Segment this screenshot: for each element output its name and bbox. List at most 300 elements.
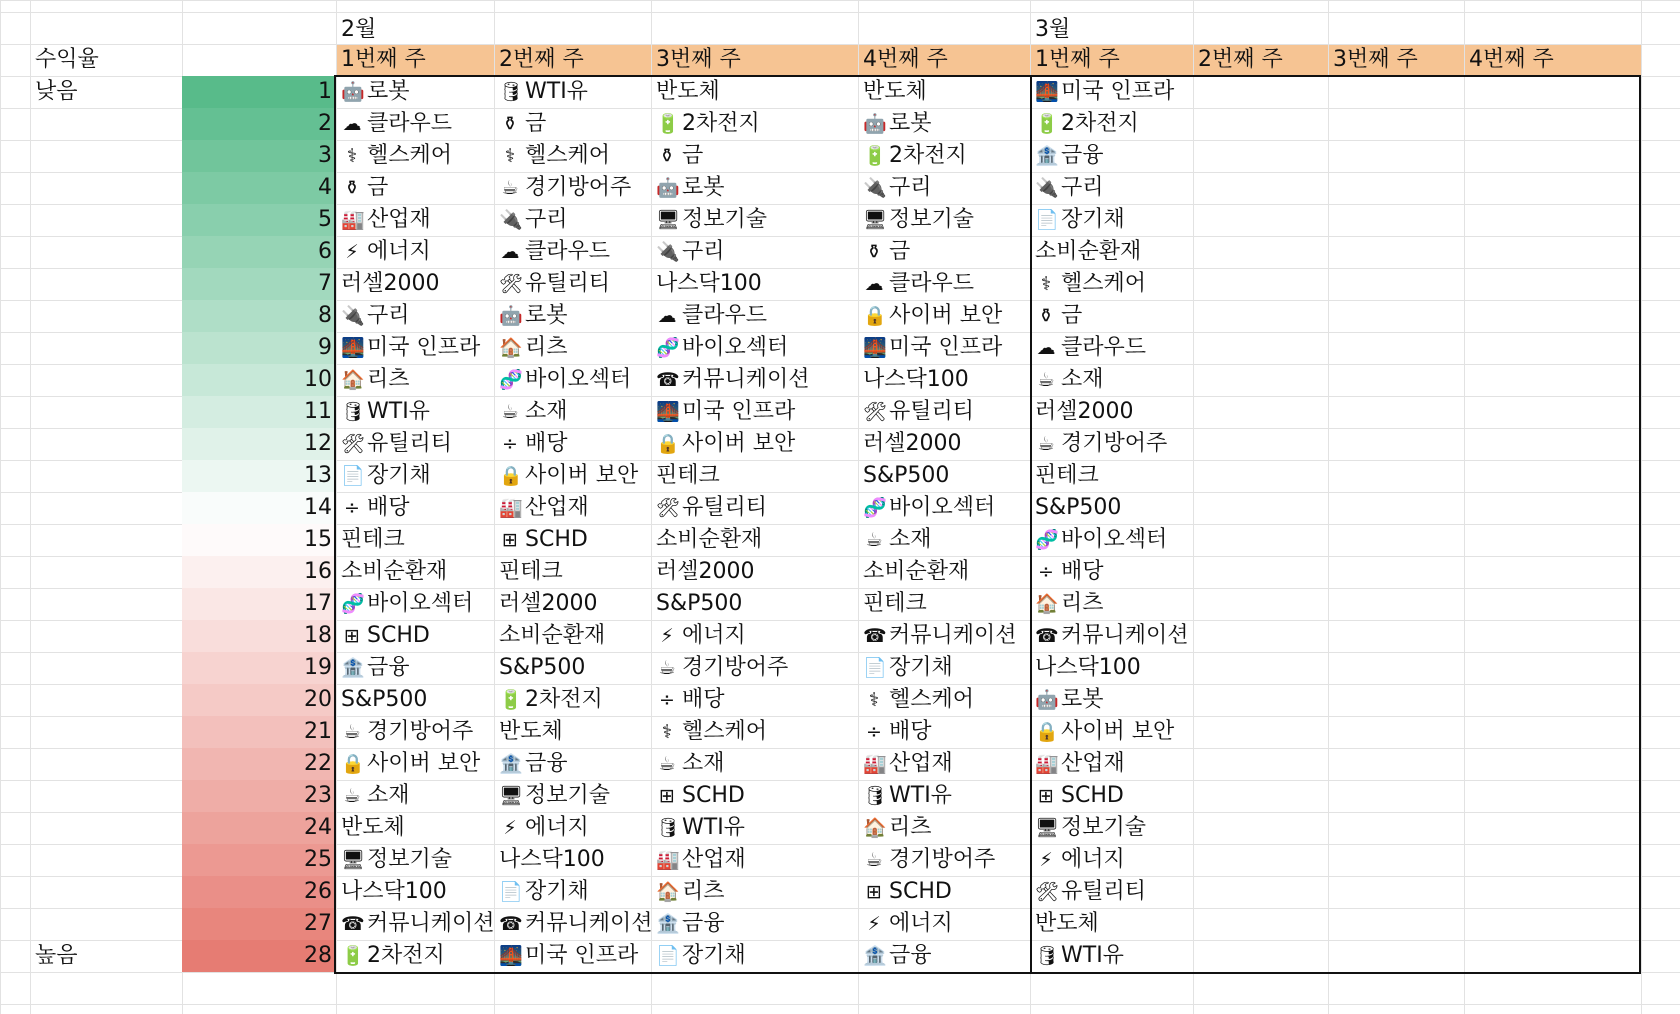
asset-label: 배당	[682, 687, 725, 712]
asset-label: 리츠	[367, 367, 410, 392]
asset-cell[interactable]	[494, 620, 651, 652]
week-header-cell[interactable]: 1번째 주	[1035, 47, 1120, 72]
bank-icon: 🏦	[863, 945, 887, 967]
asset-label: 헬스케어	[367, 143, 453, 168]
rank-cell[interactable]: 17	[182, 588, 336, 620]
asset-cell[interactable]	[494, 364, 651, 396]
rank-cell[interactable]: 25	[182, 844, 336, 876]
asset-cell[interactable]	[494, 396, 651, 428]
asset-cell[interactable]	[651, 748, 858, 780]
asset-cell[interactable]	[494, 108, 651, 140]
asset-cell[interactable]	[858, 748, 1030, 780]
asset-label: 반도체	[1035, 911, 1099, 936]
col-gridline	[0, 0, 1, 1014]
plug-icon: 🔌	[499, 209, 523, 231]
asset-cell[interactable]	[336, 684, 494, 716]
asset-cell[interactable]	[858, 684, 1030, 716]
asset-cell[interactable]	[1030, 268, 1193, 300]
week-header-cell[interactable]: 1번째 주	[341, 47, 426, 72]
bridge-icon: 🌉	[863, 337, 887, 359]
asset-cell[interactable]	[1030, 76, 1193, 108]
asset-cell[interactable]	[858, 492, 1030, 524]
asset-label: S&P500	[341, 687, 428, 712]
asset-label: WTI유	[525, 79, 588, 104]
asset-label: WTI유	[889, 783, 952, 808]
rank-cell[interactable]: 7	[182, 268, 336, 300]
asset-cell[interactable]	[651, 204, 858, 236]
week-header-cell[interactable]: 4번째 주	[1469, 47, 1554, 72]
asset-cell[interactable]	[651, 76, 858, 108]
asset-label: 산업재	[682, 847, 746, 872]
asset-cell[interactable]	[1030, 364, 1193, 396]
return-label[interactable]: 수익율	[35, 47, 99, 72]
asset-cell[interactable]	[651, 364, 858, 396]
oil-icon: 🛢	[499, 81, 524, 103]
asset-label: 경기방어주	[525, 175, 632, 200]
asset-cell[interactable]	[336, 588, 494, 620]
asset-cell[interactable]	[858, 940, 1030, 972]
asset-cell[interactable]	[858, 556, 1030, 588]
asset-cell[interactable]	[1030, 172, 1193, 204]
asset-cell[interactable]	[336, 908, 494, 940]
rank-cell[interactable]: 12	[182, 428, 336, 460]
asset-cell[interactable]	[336, 812, 494, 844]
rank-cell[interactable]: 10	[182, 364, 336, 396]
asset-label: 산업재	[367, 207, 431, 232]
asset-cell[interactable]	[336, 364, 494, 396]
rank-cell[interactable]: 6	[182, 236, 336, 268]
month-label-feb[interactable]: 2월	[341, 17, 377, 42]
asset-cell[interactable]	[494, 428, 651, 460]
oil-icon: 🛢	[656, 817, 681, 839]
asset-cell[interactable]	[651, 236, 858, 268]
asset-label: 러셀2000	[1035, 399, 1134, 424]
asset-label: 구리	[525, 207, 568, 232]
low-label[interactable]: 낮음	[35, 79, 78, 104]
asset-cell[interactable]	[336, 332, 494, 364]
asset-cell[interactable]	[494, 748, 651, 780]
rank-cell[interactable]: 27	[182, 908, 336, 940]
asset-cell[interactable]	[651, 620, 858, 652]
rank-cell[interactable]: 5	[182, 204, 336, 236]
asset-cell[interactable]	[336, 844, 494, 876]
asset-label: 커뮤니케이션	[682, 367, 810, 392]
asset-cell[interactable]	[336, 748, 494, 780]
asset-cell[interactable]	[494, 844, 651, 876]
asset-cell[interactable]	[1030, 588, 1193, 620]
phone-icon: ☎	[341, 913, 365, 935]
asset-cell[interactable]	[494, 812, 651, 844]
tools-icon: 🛠	[863, 401, 888, 423]
asset-label: 소재	[367, 783, 410, 808]
asset-label: 리츠	[682, 879, 725, 904]
asset-cell[interactable]	[858, 172, 1030, 204]
asset-cell[interactable]	[1030, 396, 1193, 428]
col-gridline	[1328, 0, 1329, 1014]
oil-icon: 🛢	[341, 401, 366, 423]
asset-cell[interactable]	[858, 876, 1030, 908]
asset-label: 미국 인프라	[682, 399, 796, 424]
asset-cell[interactable]	[1030, 492, 1193, 524]
asset-cell[interactable]	[1030, 108, 1193, 140]
rank-cell[interactable]: 4	[182, 172, 336, 204]
row-gridline	[0, 1004, 1680, 1005]
rank-cell[interactable]: 14	[182, 492, 336, 524]
asset-cell[interactable]	[858, 204, 1030, 236]
week-header-cell[interactable]: 3번째 주	[656, 47, 741, 72]
rank-cell[interactable]: 28	[182, 940, 336, 972]
asset-label: S&P500	[1035, 495, 1122, 520]
asset-label: 핀테크	[1035, 463, 1099, 488]
asset-cell[interactable]	[494, 332, 651, 364]
asset-cell[interactable]	[858, 524, 1030, 556]
asset-cell[interactable]	[336, 76, 494, 108]
asset-cell[interactable]	[858, 364, 1030, 396]
asset-cell[interactable]	[858, 76, 1030, 108]
asset-label: 경기방어주	[1061, 431, 1168, 456]
asset-label: 클라우드	[525, 239, 611, 264]
asset-cell[interactable]	[494, 204, 651, 236]
asset-cell[interactable]	[336, 396, 494, 428]
coffee-icon: ☕	[658, 657, 676, 679]
asset-label: 미국 인프라	[1061, 79, 1175, 104]
asset-cell[interactable]	[336, 460, 494, 492]
asset-cell[interactable]	[1030, 812, 1193, 844]
asset-label: 헬스케어	[889, 687, 975, 712]
coffee-icon: ☕	[865, 849, 883, 871]
asset-cell[interactable]	[336, 172, 494, 204]
asset-label: 소재	[525, 399, 568, 424]
rank-cell[interactable]: 23	[182, 780, 336, 812]
rank-cell[interactable]: 20	[182, 684, 336, 716]
asset-cell[interactable]	[1030, 876, 1193, 908]
asset-label: SCHD	[367, 623, 430, 648]
asset-label: 금	[889, 239, 911, 264]
asset-cell[interactable]	[336, 556, 494, 588]
rank-cell[interactable]: 2	[182, 108, 336, 140]
row-gridline	[0, 972, 1680, 973]
asset-cell[interactable]	[858, 428, 1030, 460]
asset-cell[interactable]	[1030, 684, 1193, 716]
asset-label: 사이버 보안	[525, 463, 639, 488]
asset-cell[interactable]	[1030, 620, 1193, 652]
battery-icon: 🔋	[499, 689, 523, 711]
asset-cell[interactable]	[858, 268, 1030, 300]
asset-label: 로봇	[889, 111, 932, 136]
health-icon: ⚕	[504, 145, 516, 167]
asset-cell[interactable]	[651, 780, 858, 812]
rank-cell[interactable]: 3	[182, 140, 336, 172]
asset-cell[interactable]	[651, 844, 858, 876]
asset-label: 러셀2000	[656, 559, 755, 584]
asset-label: 나스닥100	[863, 367, 969, 392]
asset-cell[interactable]	[336, 428, 494, 460]
asset-cell[interactable]	[494, 268, 651, 300]
asset-cell[interactable]	[858, 812, 1030, 844]
asset-label: 사이버 보안	[682, 431, 796, 456]
asset-label: 구리	[367, 303, 410, 328]
asset-cell[interactable]	[858, 300, 1030, 332]
asset-cell[interactable]	[1030, 204, 1193, 236]
asset-cell[interactable]	[651, 300, 858, 332]
asset-cell[interactable]	[858, 140, 1030, 172]
asset-cell[interactable]	[1030, 140, 1193, 172]
bridge-icon: 🌉	[499, 945, 523, 967]
asset-label: 러셀2000	[863, 431, 962, 456]
asset-cell[interactable]	[494, 716, 651, 748]
asset-cell[interactable]	[494, 76, 651, 108]
asset-cell[interactable]	[651, 460, 858, 492]
asset-cell[interactable]	[651, 716, 858, 748]
rank-cell[interactable]: 1	[182, 76, 336, 108]
asset-label: 반도체	[656, 79, 720, 104]
month-label-mar[interactable]: 3월	[1035, 17, 1071, 42]
asset-label: 2차전지	[1061, 111, 1139, 136]
asset-cell[interactable]	[858, 236, 1030, 268]
rank-cell[interactable]: 8	[182, 300, 336, 332]
asset-label: 금융	[1061, 143, 1104, 168]
rank-cell[interactable]: 18	[182, 620, 336, 652]
asset-cell[interactable]	[651, 332, 858, 364]
asset-cell[interactable]	[858, 652, 1030, 684]
asset-cell[interactable]	[651, 108, 858, 140]
schd-icon: ⊞	[659, 785, 675, 807]
asset-cell[interactable]	[651, 140, 858, 172]
asset-cell[interactable]	[651, 876, 858, 908]
asset-cell[interactable]	[336, 940, 494, 972]
asset-label: 소비순환재	[656, 527, 763, 552]
asset-cell[interactable]	[651, 684, 858, 716]
week-header-cell[interactable]: 3번째 주	[1333, 47, 1418, 72]
rank-cell[interactable]: 19	[182, 652, 336, 684]
asset-label: 에너지	[525, 815, 589, 840]
asset-label: 2차전지	[525, 687, 603, 712]
asset-cell[interactable]	[494, 908, 651, 940]
asset-cell[interactable]	[494, 780, 651, 812]
asset-cell[interactable]	[651, 268, 858, 300]
asset-cell[interactable]	[494, 556, 651, 588]
lock-icon: 🔒	[341, 753, 365, 775]
week-header-cell[interactable]: 2번째 주	[1198, 47, 1283, 72]
asset-label: 핀테크	[499, 559, 563, 584]
asset-cell[interactable]	[1030, 460, 1193, 492]
divide-icon: ÷	[866, 721, 882, 743]
doc-icon: 📄	[656, 945, 680, 967]
monitor-icon: 🖥	[341, 849, 366, 871]
tools-icon: 🛠	[341, 433, 366, 455]
rank-cell[interactable]: 24	[182, 812, 336, 844]
monitor-icon: 🖥	[863, 209, 888, 231]
asset-cell[interactable]	[336, 204, 494, 236]
doc-icon: 📄	[341, 465, 365, 487]
asset-cell[interactable]	[336, 652, 494, 684]
asset-cell[interactable]	[1030, 652, 1193, 684]
asset-cell[interactable]	[1030, 844, 1193, 876]
asset-cell[interactable]	[336, 716, 494, 748]
divide-icon: ÷	[659, 689, 675, 711]
asset-cell[interactable]	[1030, 428, 1193, 460]
rank-cell[interactable]: 26	[182, 876, 336, 908]
asset-cell[interactable]	[858, 620, 1030, 652]
asset-cell[interactable]	[336, 620, 494, 652]
asset-cell[interactable]	[651, 524, 858, 556]
asset-cell[interactable]	[494, 652, 651, 684]
asset-label: 로봇	[682, 175, 725, 200]
battery-icon: 🔋	[656, 113, 680, 135]
asset-cell[interactable]	[1030, 300, 1193, 332]
asset-cell[interactable]	[858, 908, 1030, 940]
schd-icon: ⊞	[866, 881, 882, 903]
asset-label: 배당	[367, 495, 410, 520]
asset-label: 바이오섹터	[1061, 527, 1168, 552]
asset-cell[interactable]	[336, 780, 494, 812]
asset-cell[interactable]	[1030, 716, 1193, 748]
asset-cell[interactable]	[651, 908, 858, 940]
bridge-icon: 🌉	[1035, 81, 1059, 103]
asset-cell[interactable]	[651, 396, 858, 428]
cloud-icon: ☁	[342, 113, 362, 135]
rank-cell[interactable]: 21	[182, 716, 336, 748]
asset-cell[interactable]	[494, 140, 651, 172]
asset-cell[interactable]	[336, 300, 494, 332]
week-header-cell[interactable]: 2번째 주	[499, 47, 584, 72]
asset-cell[interactable]	[336, 236, 494, 268]
health-icon: ⚕	[661, 721, 673, 743]
asset-cell[interactable]	[494, 684, 651, 716]
asset-label: 금융	[889, 943, 932, 968]
factory-icon: 🏭	[1035, 753, 1059, 775]
asset-cell[interactable]	[651, 428, 858, 460]
asset-cell[interactable]	[336, 524, 494, 556]
dna-icon: 🧬	[499, 369, 523, 391]
asset-label: 정보기술	[1061, 815, 1147, 840]
high-label[interactable]: 높음	[35, 943, 78, 968]
dna-icon: 🧬	[1035, 529, 1059, 551]
energy-icon: ⚡	[503, 817, 517, 839]
robot-icon: 🤖	[863, 113, 887, 135]
dna-icon: 🧬	[863, 497, 887, 519]
rank-cell[interactable]: 16	[182, 556, 336, 588]
asset-cell[interactable]	[858, 588, 1030, 620]
asset-cell[interactable]	[858, 332, 1030, 364]
asset-cell[interactable]	[494, 460, 651, 492]
gold-icon: ⚱	[344, 177, 360, 199]
rank-cell[interactable]: 22	[182, 748, 336, 780]
rank-cell[interactable]: 13	[182, 460, 336, 492]
asset-cell[interactable]	[494, 236, 651, 268]
health-icon: ⚕	[346, 145, 358, 167]
asset-cell[interactable]	[494, 940, 651, 972]
asset-cell[interactable]	[336, 492, 494, 524]
asset-cell[interactable]	[1030, 236, 1193, 268]
monitor-icon: 🖥	[1035, 817, 1060, 839]
asset-cell[interactable]	[1030, 780, 1193, 812]
asset-label: 미국 인프라	[525, 943, 639, 968]
asset-cell[interactable]	[651, 812, 858, 844]
asset-cell[interactable]	[336, 108, 494, 140]
asset-cell[interactable]	[858, 460, 1030, 492]
asset-cell[interactable]	[494, 300, 651, 332]
asset-cell[interactable]	[336, 268, 494, 300]
asset-label: 구리	[682, 239, 725, 264]
asset-cell[interactable]	[1030, 556, 1193, 588]
asset-label: 나스닥100	[656, 271, 762, 296]
rank-cell[interactable]: 15	[182, 524, 336, 556]
month-divider	[1030, 76, 1032, 973]
asset-cell[interactable]	[494, 588, 651, 620]
asset-cell[interactable]	[858, 108, 1030, 140]
asset-cell[interactable]	[336, 876, 494, 908]
asset-cell[interactable]	[651, 940, 858, 972]
asset-cell[interactable]	[1030, 748, 1193, 780]
tools-icon: 🛠	[1035, 881, 1060, 903]
asset-cell[interactable]	[1030, 940, 1193, 972]
asset-label: 에너지	[367, 239, 431, 264]
asset-label: 헬스케어	[1061, 271, 1147, 296]
asset-cell[interactable]	[494, 492, 651, 524]
asset-label: 러셀2000	[499, 591, 598, 616]
asset-cell[interactable]	[494, 876, 651, 908]
asset-cell[interactable]	[1030, 332, 1193, 364]
schd-icon: ⊞	[344, 625, 360, 647]
oil-icon: 🛢	[863, 785, 888, 807]
asset-cell[interactable]	[651, 588, 858, 620]
asset-cell[interactable]	[336, 140, 494, 172]
asset-label: 장기채	[682, 943, 746, 968]
week-header-cell[interactable]: 4번째 주	[863, 47, 948, 72]
phone-icon: ☎	[656, 369, 680, 391]
asset-cell[interactable]	[651, 652, 858, 684]
robot-icon: 🤖	[656, 177, 680, 199]
asset-label: 산업재	[1061, 751, 1125, 776]
asset-label: 2차전지	[682, 111, 760, 136]
energy-icon: ⚡	[660, 625, 674, 647]
asset-cell[interactable]	[858, 396, 1030, 428]
asset-cell[interactable]	[494, 172, 651, 204]
rank-cell[interactable]: 9	[182, 332, 336, 364]
asset-cell[interactable]	[651, 492, 858, 524]
asset-cell[interactable]	[651, 172, 858, 204]
asset-label: 반도체	[499, 719, 563, 744]
asset-label: 정보기술	[889, 207, 975, 232]
asset-label: 정보기술	[367, 847, 453, 872]
asset-label: 사이버 보안	[367, 751, 481, 776]
monitor-icon: 🖥	[499, 785, 524, 807]
asset-cell[interactable]	[1030, 524, 1193, 556]
coffee-icon: ☕	[865, 529, 883, 551]
asset-cell[interactable]	[1030, 908, 1193, 940]
plug-icon: 🔌	[341, 305, 365, 327]
house-icon: 🏠	[656, 881, 680, 903]
asset-cell[interactable]	[858, 844, 1030, 876]
asset-label: 산업재	[525, 495, 589, 520]
coffee-icon: ☕	[501, 177, 519, 199]
asset-cell[interactable]	[494, 524, 651, 556]
coffee-icon: ☕	[501, 401, 519, 423]
phone-icon: ☎	[1035, 625, 1059, 647]
asset-cell[interactable]	[858, 780, 1030, 812]
rank-cell[interactable]: 11	[182, 396, 336, 428]
dna-icon: 🧬	[341, 593, 365, 615]
bank-icon: 🏦	[656, 913, 680, 935]
health-icon: ⚕	[868, 689, 880, 711]
asset-cell[interactable]	[858, 716, 1030, 748]
asset-label: 금융	[367, 655, 410, 680]
phone-icon: ☎	[499, 913, 523, 935]
house-icon: 🏠	[863, 817, 887, 839]
asset-label: 바이오섹터	[889, 495, 996, 520]
asset-cell[interactable]	[651, 556, 858, 588]
